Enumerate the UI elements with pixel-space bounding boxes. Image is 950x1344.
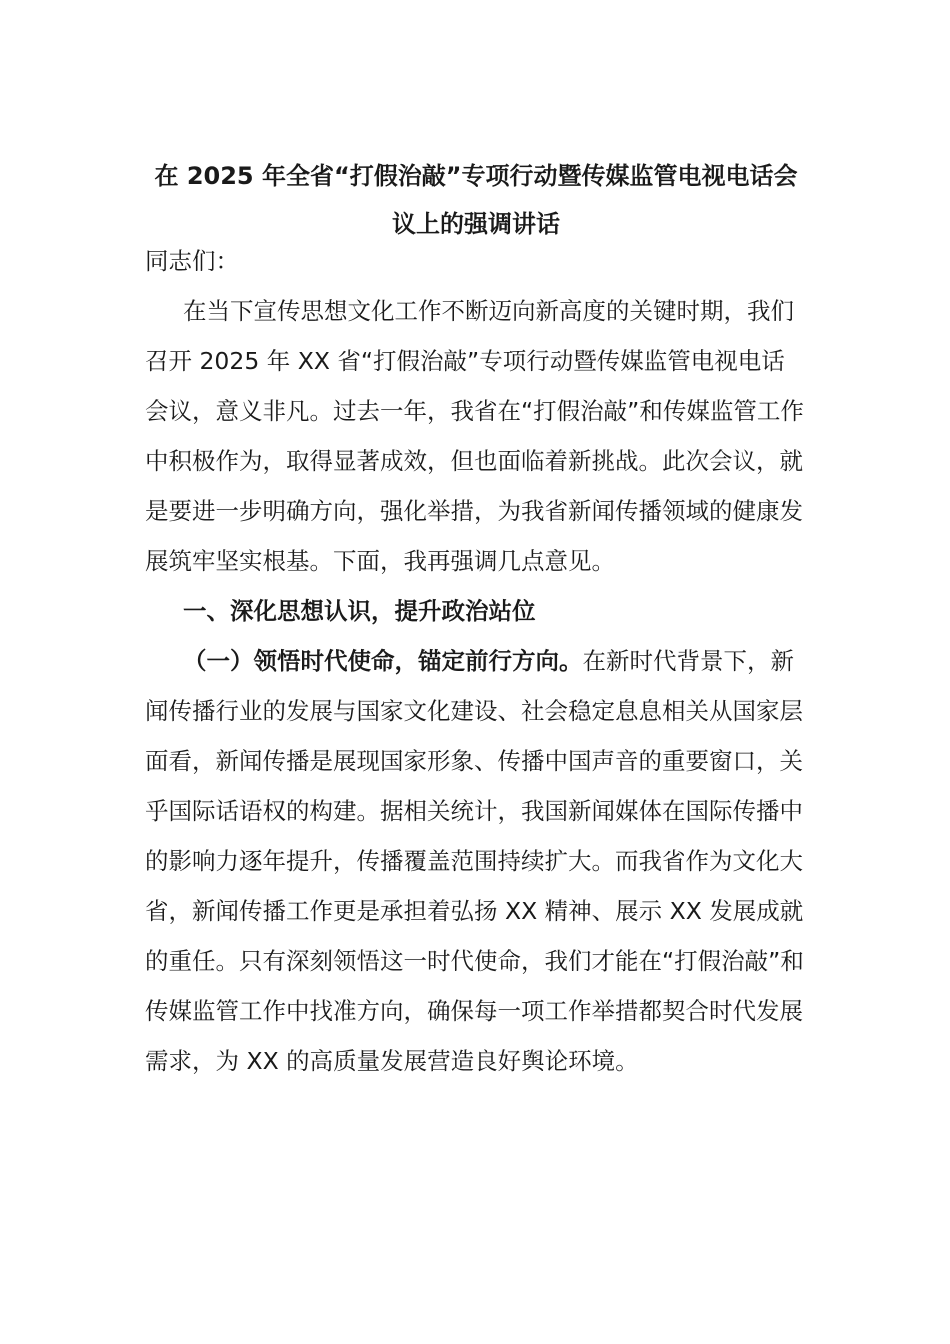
subsection-1-paragraph [145, 636, 807, 1086]
section-1-heading: 一、深化思想认识，提升政治站位 [183, 597, 536, 625]
document-body [145, 236, 807, 1086]
title-line-2: 议上的强调讲话 [392, 210, 560, 238]
title-line-1: 在 2025 年全省“打假治敲”专项行动暨传媒监管电视电话会 [154, 162, 798, 190]
subsection-1-lead: （一）领悟时代使命，锚定前行方向。 [183, 647, 583, 675]
salutation: 同志们： [145, 247, 239, 275]
intro-paragraph: 在当下宣传思想文化工作不断迈向新高度的关键时期，我们召开 2025 年 XX 省“打假治敲”专项行动暨传媒监管电视电话会议，意义非凡。过去一年，我省在“打假治敲”和传媒监管工作中积极作为，取得显著成效，但也面临着新挑战。此次会议，就是要进一步明确方向，强化举措，为我省新闻传播领域的健康发展筑牢坚实根基。下面，我再强调几点意见。 [145, 297, 804, 575]
subsection-1-text: 在新时代背景下，新闻传播行业的发展与国家文化建设、社会稳定息息相关从国家层面看，新闻传播是展现国家形象、传播中国声音的重要窗口，关乎国际话语权的构建。据相关统计，我国新闻媒体在国际传播中的影响力逐年提升，传播覆盖范围持续扩大。而我省作为文化大省，新闻传播工作更是承担着弘扬 XX 精神、展示 XX 发展成就的重任。只有深刻领悟这一时代使命，我们才能在“打假治敲”和传媒监管工作中找准方向，确保每一项工作举措都契合时代发展需求，为 XX 的高质量发展营造良好舆论环境。 [145, 647, 804, 1075]
document-title [145, 152, 807, 248]
